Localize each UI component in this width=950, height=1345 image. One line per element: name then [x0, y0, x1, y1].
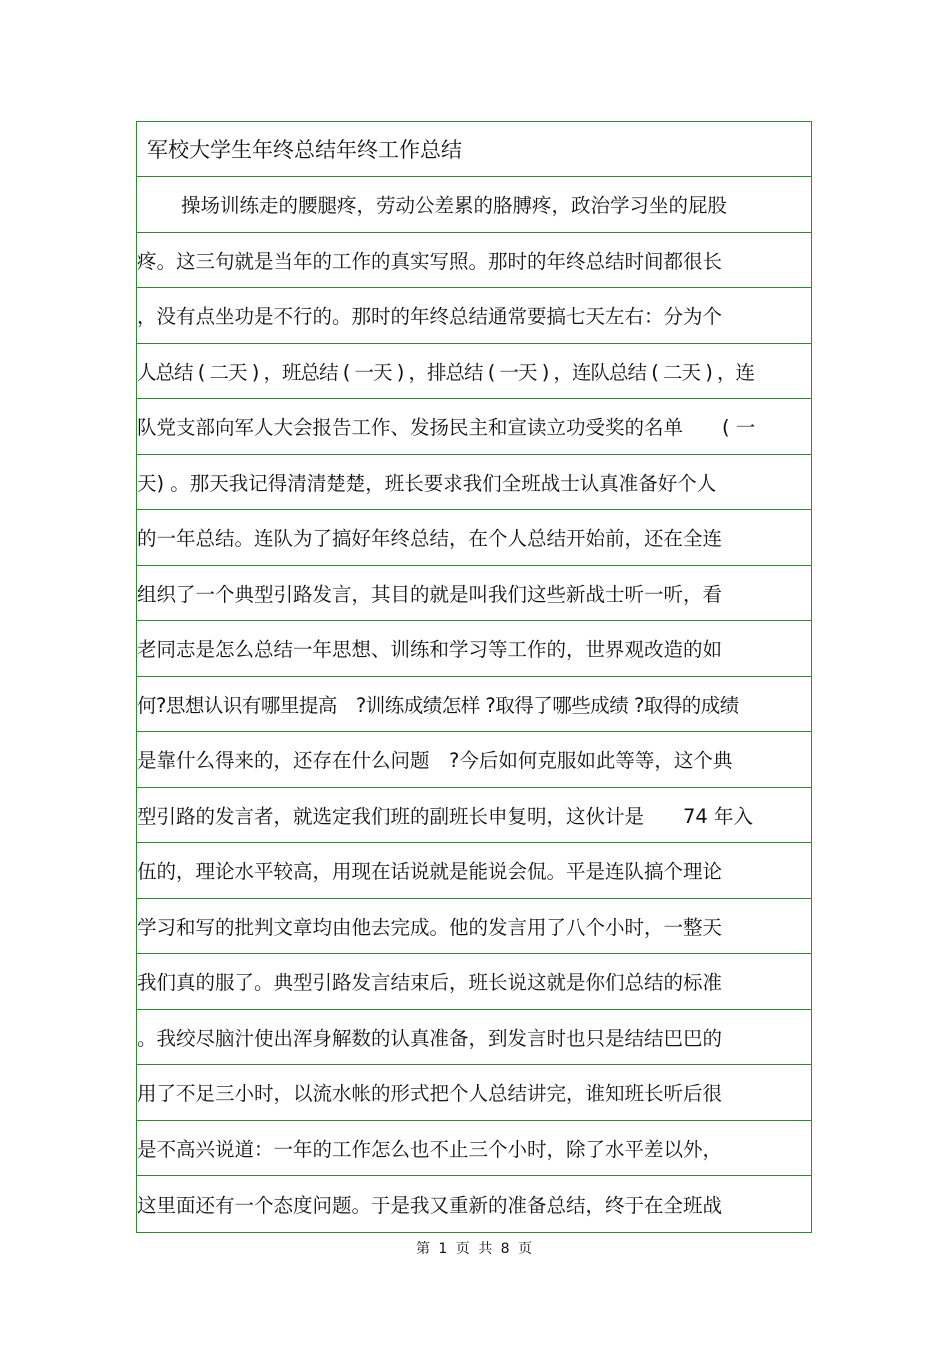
text-line — [137, 288, 811, 344]
text-line — [137, 788, 811, 844]
text-line — [137, 399, 811, 455]
text-line-content: 我们真的服了。典型引路发言结束后，班长说这就是你们总结的标准 — [137, 971, 723, 995]
text-line — [137, 1065, 811, 1121]
text-line — [137, 732, 811, 788]
text-line — [137, 1010, 811, 1066]
text-line — [137, 1176, 811, 1232]
page-number: 第 1 页 共 8 页 — [415, 1241, 535, 1257]
text-line — [137, 954, 811, 1010]
text-line-content: 天) 。那天我记得清清楚楚，班长要求我们全班战士认真准备好个人 — [137, 471, 717, 495]
text-line-content: 用了不足三小时，以流水帐的形式把个人总结讲完，谁知班长听后很 — [137, 1082, 723, 1106]
text-line-content: 。我绞尽脑汁使出浑身解数的认真准备，到发言时也只是结结巴巴的 — [137, 1026, 723, 1050]
document-table — [136, 121, 812, 1233]
page-footer — [0, 1238, 950, 1258]
text-line-content: 是不高兴说道：一年的工作怎么也不止三个小时，除了水平差以外， — [137, 1137, 723, 1161]
text-line — [137, 566, 811, 622]
text-line — [137, 1121, 811, 1177]
document-title — [137, 122, 811, 177]
text-line-content: 是靠什么得来的，还存在什么问题 ?今后如何克服如此等等，这个典 — [137, 749, 733, 773]
text-line-content: 老同志是怎么总结一年思想、训练和学习等工作的，世界观改造的如 — [137, 638, 723, 662]
text-line-content: 疼。这三句就是当年的工作的真实写照。那时的年终总结时间都很长 — [137, 249, 723, 273]
text-line-content: 何?思想认识有哪里提高 ?训练成绩怎样 ?取得了哪些成绩 ?取得的成绩 — [137, 693, 739, 717]
text-line — [137, 233, 811, 289]
text-line — [137, 899, 811, 955]
text-line-content: 的一年总结。连队为了搞好年终总结，在个人总结开始前，还在全连 — [137, 527, 723, 551]
text-line-content: 这里面还有一个态度问题。于是我又重新的准备总结，终于在全班战 — [137, 1193, 723, 1217]
text-line — [137, 344, 811, 400]
text-line-content: 队党支部向军人大会报告工作、发扬民主和宣读立功受奖的名单 ( 一 — [137, 416, 756, 440]
text-line-content: ，没有点坐功是不行的。那时的年终总结通常要搞七天左右：分为个 — [137, 305, 723, 329]
text-line-content: 型引路的发言者，就选定我们班的副班长申复明，这伙计是 74 年入 — [137, 804, 754, 828]
text-line-content: 学习和写的批判文章均由他去完成。他的发言用了八个小时，一整天 — [137, 915, 723, 939]
text-line — [137, 455, 811, 511]
text-line — [137, 510, 811, 566]
text-line — [137, 677, 811, 733]
text-line-content: 组织了一个典型引路发言，其目的就是叫我们这些新战士听一听，看 — [137, 582, 723, 606]
text-line-content: 伍的，理论水平较高，用现在话说就是能说会侃。平是连队搞个理论 — [137, 860, 723, 884]
text-line-content: 操场训练走的腰腿疼，劳动公差累的胳膊疼，政治学习坐的屁股 — [181, 194, 728, 218]
text-line — [137, 177, 811, 233]
text-line — [137, 843, 811, 899]
text-line-content: 人总结 ( 二天 ) ，班总结 ( 一天 ) ，排总结 ( 一天 ) ，连队总结 ( 二天 ) ，连 — [137, 360, 755, 384]
text-line — [137, 621, 811, 677]
document-title-text: 军校大学生年终总结年终工作总结 — [147, 138, 462, 162]
